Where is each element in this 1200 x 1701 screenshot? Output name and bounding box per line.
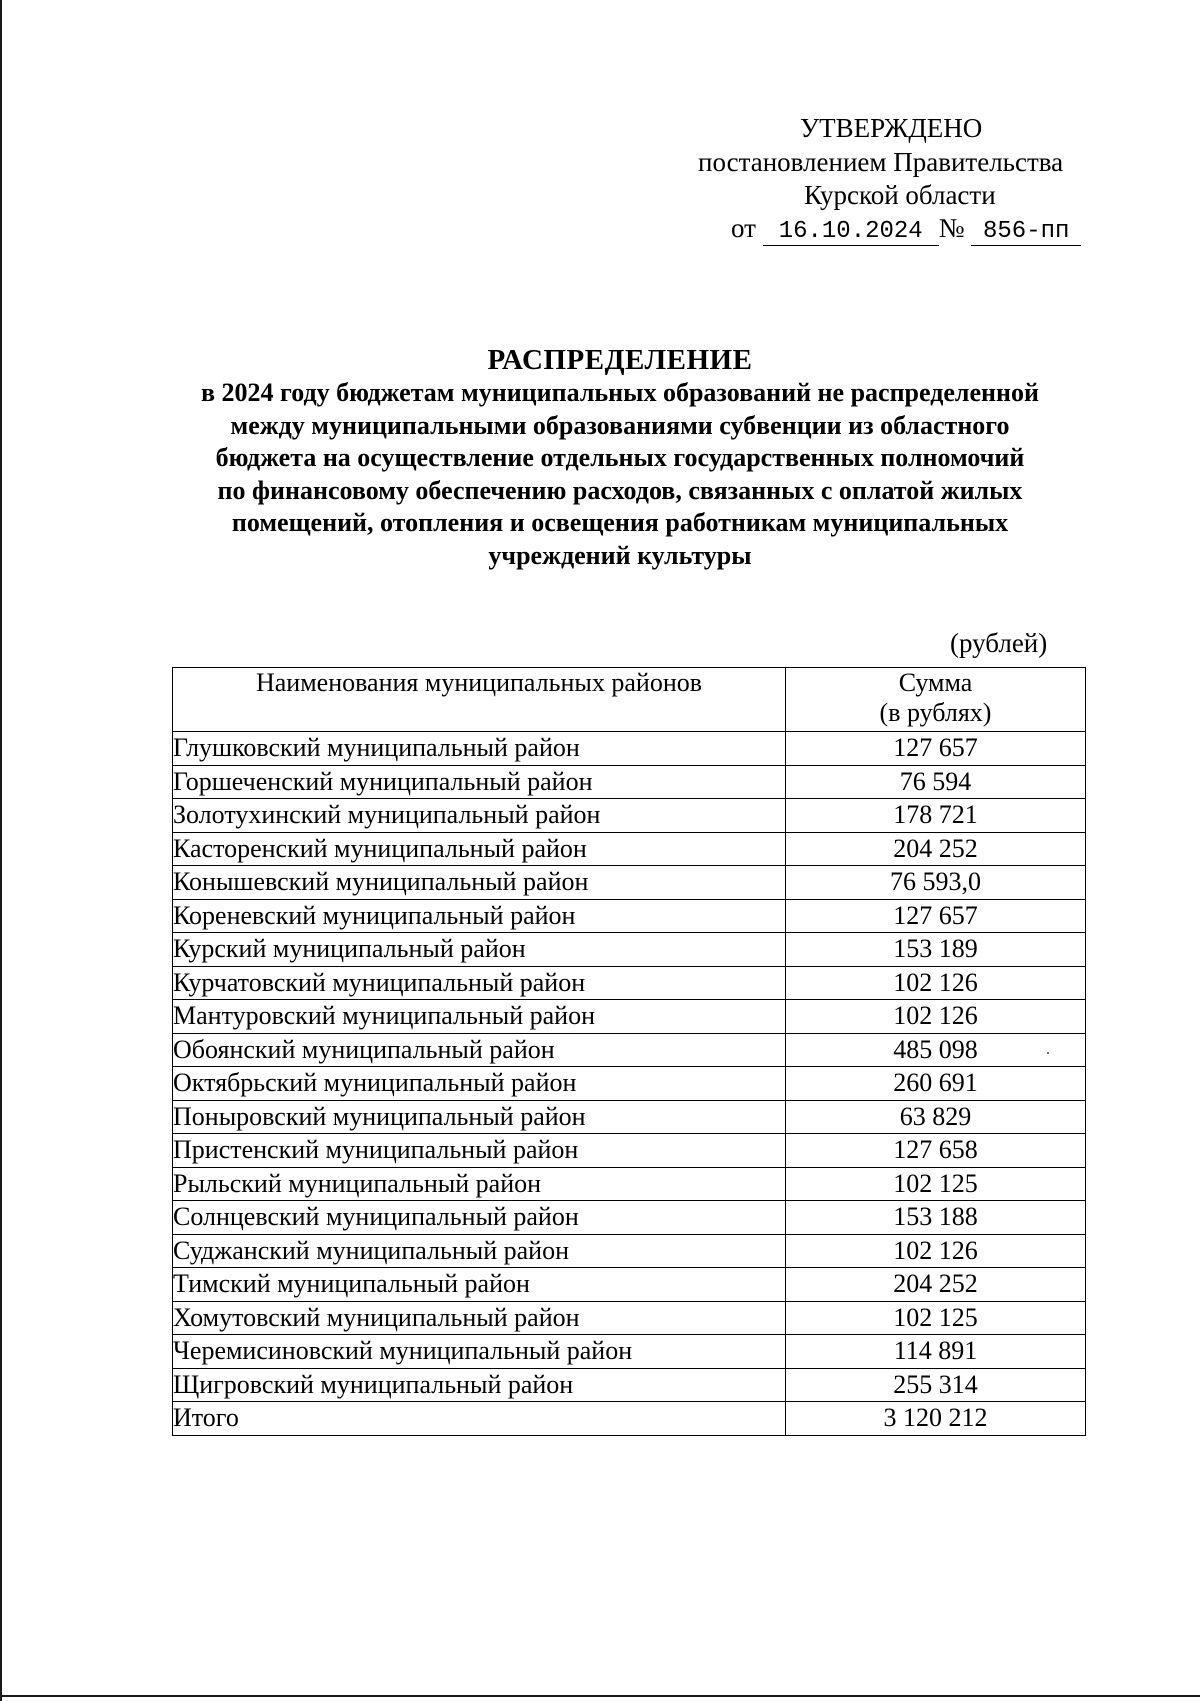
- table-row: [173, 1368, 1086, 1402]
- subtitle-line: в 2024 году бюджетам муниципальных образований не распределенной: [201, 378, 1039, 407]
- district-name: Касторенский муниципальный район: [173, 832, 786, 866]
- scan-speck: [1047, 1052, 1049, 1054]
- district-sum: 127 657: [786, 899, 1086, 933]
- table-row: [173, 1100, 1086, 1134]
- district-name: Солнцевский муниципальный район: [173, 1201, 786, 1235]
- document-title: РАСПРЕДЕЛЕНИЕ: [487, 344, 753, 376]
- district-sum: 204 252: [786, 1268, 1086, 1302]
- approval-heading: УТВЕРЖДЕНО: [800, 113, 983, 143]
- subtitle-line: учреждений культуры: [488, 540, 752, 570]
- header-sum-line2: (в рублях): [879, 698, 992, 727]
- table-row: [173, 1067, 1086, 1101]
- district-name: Суджанский муниципальный район: [173, 1234, 786, 1268]
- date-prefix: от: [731, 213, 756, 243]
- district-sum: 255 314: [786, 1368, 1086, 1402]
- document-title-block: [160, 343, 1080, 572]
- table-row: [173, 832, 1086, 866]
- district-name: Черемисиновский муниципальный район: [173, 1335, 786, 1369]
- approval-date: 16.10.2024: [763, 219, 939, 246]
- district-sum: 63 829: [786, 1100, 1086, 1134]
- table-row: [173, 1201, 1086, 1235]
- table-row: [173, 1000, 1086, 1034]
- district-sum: 76 594: [786, 765, 1086, 799]
- district-sum: 102 125: [786, 1167, 1086, 1201]
- district-name: Рыльский муниципальный район: [173, 1167, 786, 1201]
- table-row: [173, 1301, 1086, 1335]
- table-row: [173, 866, 1086, 900]
- table-row: [173, 1268, 1086, 1302]
- header-name: Наименования муниципальных районов: [173, 668, 786, 732]
- approval-date-line: [731, 212, 1081, 246]
- subtitle-line: помещений, отопления и освещения работникам муниципальных: [231, 508, 1009, 537]
- scan-edge-bottom: [0, 1695, 1200, 1697]
- table-row: [173, 799, 1086, 833]
- district-name: Мантуровский муниципальный район: [173, 1000, 786, 1034]
- district-sum: 153 188: [786, 1201, 1086, 1235]
- table-header-row: [173, 668, 1086, 732]
- table-row: [173, 1033, 1086, 1067]
- district-sum: 114 891: [786, 1335, 1086, 1369]
- distribution-table: [172, 667, 1086, 1436]
- district-sum: 102 125: [786, 1301, 1086, 1335]
- table-row: [173, 899, 1086, 933]
- scan-edge-left: [0, 0, 2, 1701]
- district-sum: 260 691: [786, 1067, 1086, 1101]
- approval-number: 856-пп: [971, 219, 1081, 246]
- table-row: [173, 966, 1086, 1000]
- district-name: Золотухинский муниципальный район: [173, 799, 786, 833]
- total-sum: 3 120 212: [786, 1402, 1086, 1436]
- district-name: Октябрьский муниципальный район: [173, 1067, 786, 1101]
- district-name: Кореневский муниципальный район: [173, 899, 786, 933]
- district-sum: 178 721: [786, 799, 1086, 833]
- district-sum: 485 098: [786, 1033, 1086, 1067]
- district-sum: 204 252: [786, 832, 1086, 866]
- district-sum: 102 126: [786, 1234, 1086, 1268]
- subtitle-line: по финансовому обеспечению расходов, связанных с оплатой жилых: [217, 475, 1023, 505]
- table-row: [173, 765, 1086, 799]
- district-name: Конышевский муниципальный район: [173, 866, 786, 900]
- district-name: Тимский муниципальный район: [173, 1268, 786, 1302]
- district-name: Хомутовский муниципальный район: [173, 1301, 786, 1335]
- subtitle-line: между муниципальными образованиями субвенции из областного: [230, 410, 1010, 440]
- district-name: Горшеченский муниципальный район: [173, 765, 786, 799]
- table-row: [173, 933, 1086, 967]
- table-body: [173, 732, 1086, 1436]
- header-sum-line1: Сумма: [898, 668, 973, 697]
- district-sum: 102 126: [786, 1000, 1086, 1034]
- district-sum: 102 126: [786, 966, 1086, 1000]
- district-sum: 127 658: [786, 1134, 1086, 1168]
- table-row: [173, 1234, 1086, 1268]
- district-name: Глушковский муниципальный район: [173, 732, 786, 766]
- subtitle-line: бюджета на осуществление отдельных государственных полномочий: [215, 443, 1025, 472]
- district-name: Щигровский муниципальный район: [173, 1368, 786, 1402]
- table-row: [173, 1134, 1086, 1168]
- district-name: Поныровский муниципальный район: [173, 1100, 786, 1134]
- approval-region: Курской области: [804, 180, 996, 210]
- district-name: Курчатовский муниципальный район: [173, 966, 786, 1000]
- header-sum: [786, 668, 1086, 732]
- district-name: Курский муниципальный район: [173, 933, 786, 967]
- total-label: Итого: [173, 1402, 786, 1436]
- approval-by: постановлением Правительства: [698, 147, 1064, 177]
- number-prefix: №: [938, 213, 965, 243]
- district-name: Пристенский муниципальный район: [173, 1134, 786, 1168]
- district-sum: 127 657: [786, 732, 1086, 766]
- total-row: [173, 1402, 1086, 1436]
- district-name: Обоянский муниципальный район: [173, 1033, 786, 1067]
- units-label: (рублей): [950, 628, 1048, 658]
- district-sum: 76 593,0: [786, 866, 1086, 900]
- district-sum: 153 189: [786, 933, 1086, 967]
- table-row: [173, 1167, 1086, 1201]
- table-row: [173, 1335, 1086, 1369]
- table-row: [173, 732, 1086, 766]
